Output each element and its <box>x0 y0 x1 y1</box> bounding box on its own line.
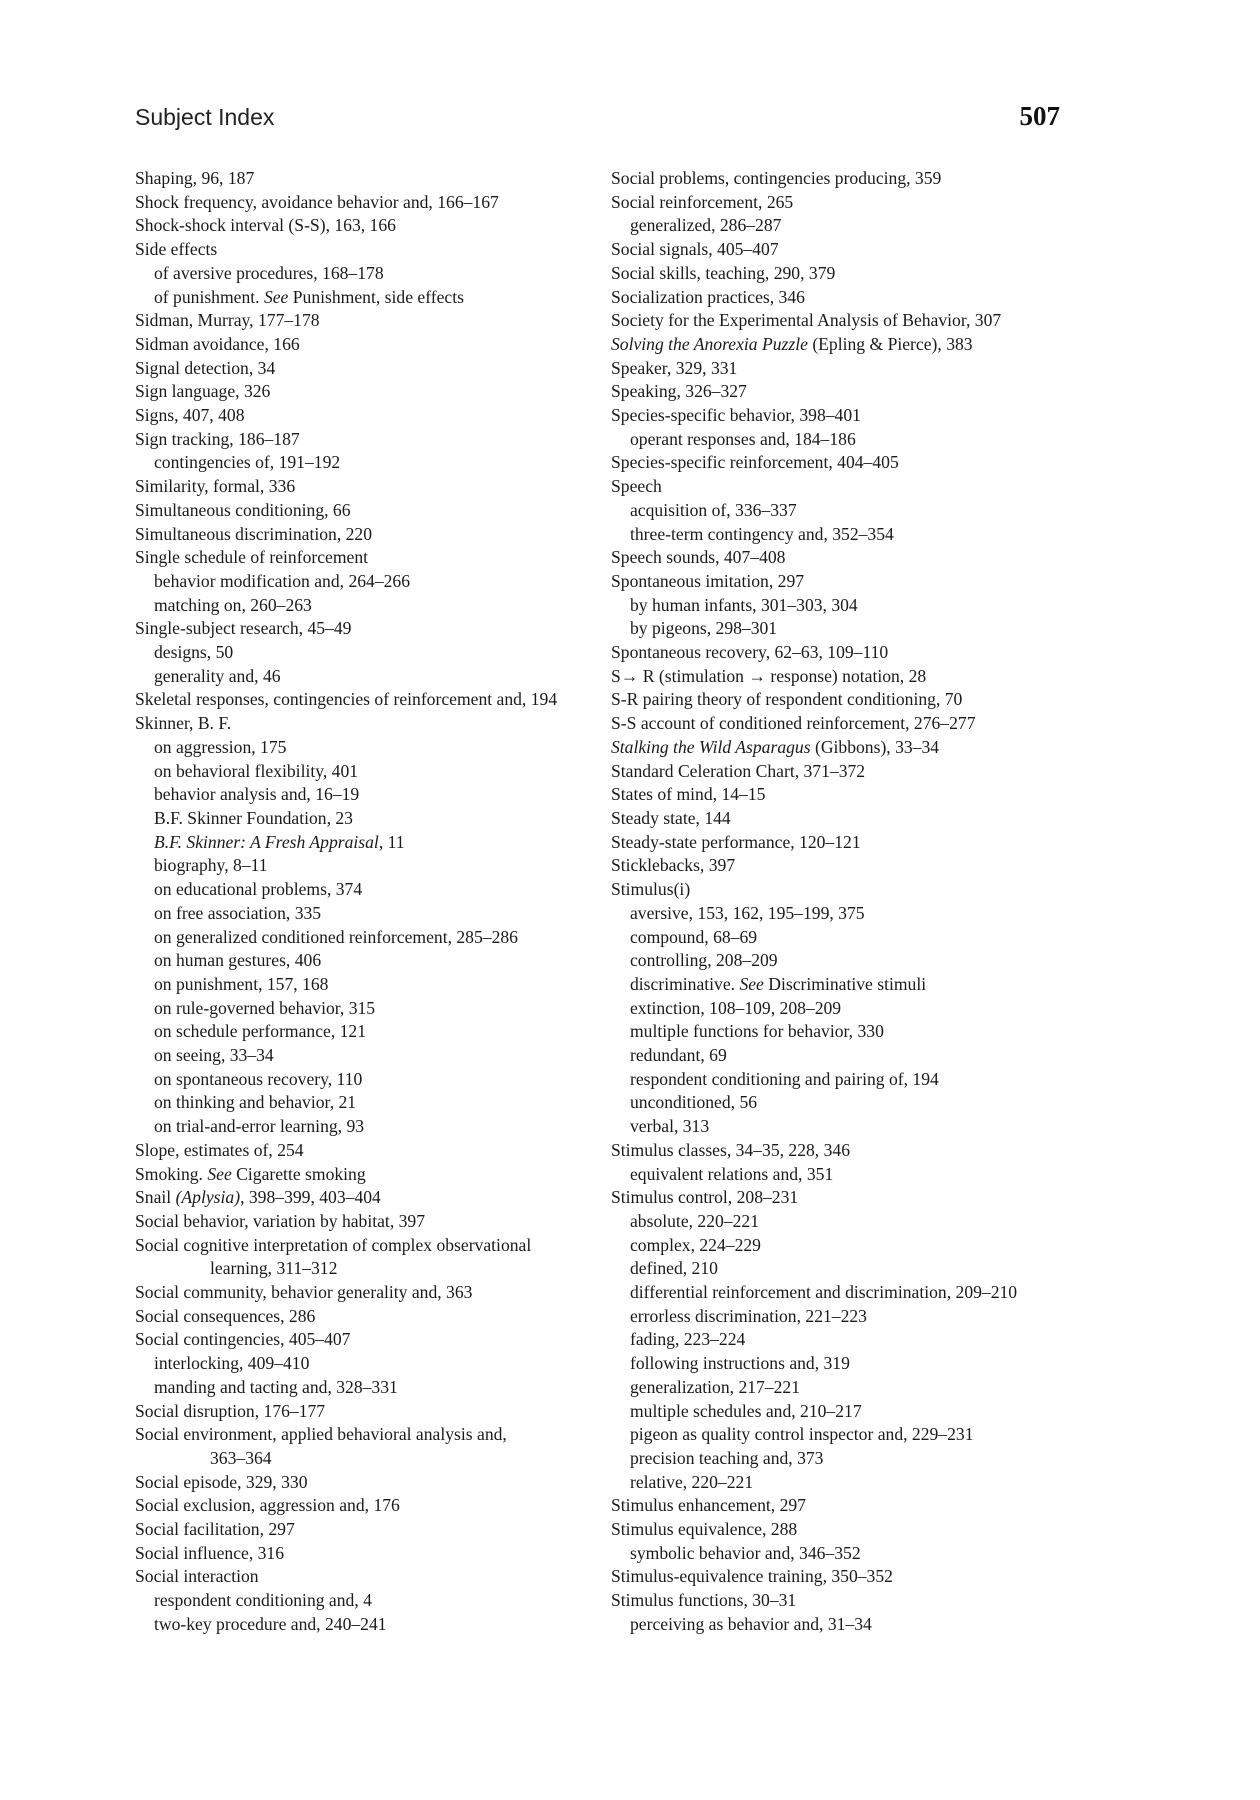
entry-text: Skinner, B. F. <box>135 713 232 734</box>
index-subentry <box>135 783 605 807</box>
index-entry <box>135 1400 605 1424</box>
entry-text: precision teaching and, 373 <box>630 1447 824 1468</box>
index-column-left <box>135 167 605 1637</box>
entry-text: See <box>207 1163 232 1184</box>
index-subentry <box>135 1020 605 1044</box>
entry-text: on thinking and behavior, 21 <box>154 1092 357 1113</box>
index-subentry <box>611 1257 1081 1281</box>
entry-text: redundant, 69 <box>630 1045 727 1066</box>
index-subentry <box>135 831 605 855</box>
entry-text: Snail <box>135 1187 176 1208</box>
index-entry <box>135 309 605 333</box>
index-subentry <box>135 451 605 475</box>
index-entry <box>611 404 1081 428</box>
entry-text: controlling, 208–209 <box>630 950 778 971</box>
entry-text: Social influence, 316 <box>135 1542 285 1563</box>
entry-text: compound, 68–69 <box>630 926 758 947</box>
index-subentry <box>135 736 605 760</box>
entry-text: Solving the Anorexia Puzzle <box>611 333 808 354</box>
index-subentry <box>135 902 605 926</box>
index-subentry <box>611 1068 1081 1092</box>
entry-text: Social skills, teaching, 290, 379 <box>611 262 836 283</box>
index-subentry <box>135 1376 605 1400</box>
index-subentry <box>135 807 605 831</box>
index-entry <box>611 1186 1081 1210</box>
entry-text: complex, 224–229 <box>630 1234 761 1255</box>
entry-text: (Gibbons), 33–34 <box>810 736 940 757</box>
index-subentry <box>611 523 1081 547</box>
entry-text: manding and tacting and, 328–331 <box>154 1376 398 1397</box>
entry-text: 363–364 <box>210 1447 272 1468</box>
index-entry <box>611 570 1081 594</box>
entry-text: on aggression, 175 <box>154 736 287 757</box>
entry-text: B.F. Skinner Foundation, 23 <box>154 807 353 828</box>
entry-text: acquisition of, 336–337 <box>630 499 797 520</box>
index-entry <box>611 1139 1081 1163</box>
index-entry <box>135 404 605 428</box>
index-entry <box>611 546 1081 570</box>
index-subentry <box>611 1352 1081 1376</box>
index-entry <box>611 309 1081 333</box>
index-entry <box>135 333 605 357</box>
index-entry <box>135 523 605 547</box>
index-entry <box>611 1494 1081 1518</box>
index-entry <box>135 688 605 712</box>
entry-text: verbal, 313 <box>630 1116 710 1137</box>
index-entry <box>135 1186 605 1210</box>
entry-text: multiple functions for behavior, 330 <box>630 1021 884 1042</box>
index-entry <box>135 167 605 191</box>
entry-text: Social problems, contingencies producing, 359 <box>611 168 942 188</box>
entry-text: Species-specific reinforcement, 404–405 <box>611 452 899 473</box>
index-subentry <box>611 499 1081 523</box>
index-subentry <box>611 1376 1081 1400</box>
entry-text: Steady state, 144 <box>611 807 731 828</box>
index-entry <box>611 286 1081 310</box>
entry-text: Stimulus functions, 30–31 <box>611 1590 797 1611</box>
entry-text: See <box>739 973 764 994</box>
index-subentry <box>611 926 1081 950</box>
index-subentry <box>135 854 605 878</box>
entry-text: Discriminative stimuli <box>763 973 927 994</box>
index-entry <box>611 712 1081 736</box>
entry-text: pigeon as quality control inspector and, 229–231 <box>630 1424 974 1445</box>
entry-text: two-key procedure and, 240–241 <box>154 1613 387 1634</box>
index-entry <box>611 831 1081 855</box>
index-entry <box>135 712 605 736</box>
entry-text: relative, 220–221 <box>630 1471 754 1492</box>
entry-text: Social signals, 405–407 <box>611 239 779 260</box>
entry-text: Shock frequency, avoidance behavior and, 166–167 <box>135 191 499 212</box>
index-subentry <box>611 997 1081 1021</box>
index-entry <box>135 1565 605 1589</box>
entry-text: symbolic behavior and, 346–352 <box>630 1542 861 1563</box>
entry-text: Signal detection, 34 <box>135 357 276 378</box>
entry-text: of punishment. <box>154 286 264 307</box>
entry-text: Cigarette smoking <box>231 1163 366 1184</box>
index-entry <box>135 428 605 452</box>
index-subentry <box>135 1044 605 1068</box>
entry-text: S→ R (stimulation → response) notation, 28 <box>611 665 927 686</box>
entry-text: differential reinforcement and discrimination, 209–210 <box>630 1282 1018 1303</box>
index-entry <box>611 641 1081 665</box>
entry-text: by human infants, 301–303, 304 <box>630 594 858 615</box>
entry-text: Social disruption, 176–177 <box>135 1400 326 1421</box>
entry-text: Sidman avoidance, 166 <box>135 333 300 354</box>
index-entry <box>611 760 1081 784</box>
index-entry <box>611 783 1081 807</box>
index-subentry <box>611 1091 1081 1115</box>
entry-text: respondent conditioning and, 4 <box>154 1590 372 1611</box>
entry-text: fading, 223–224 <box>630 1329 746 1350</box>
entry-text: Speaking, 326–327 <box>611 381 747 402</box>
index-subentry <box>135 262 605 286</box>
index-entry <box>135 191 605 215</box>
entry-text: on generalized conditioned reinforcement, 285–286 <box>154 926 518 947</box>
index-subentry <box>611 1400 1081 1424</box>
entry-text: S-S account of conditioned reinforcement, 276–277 <box>611 713 976 734</box>
index-entry <box>135 214 605 238</box>
index-subentry <box>135 878 605 902</box>
entry-text: three-term contingency and, 352–354 <box>630 523 894 544</box>
index-entry <box>611 807 1081 831</box>
index-entry <box>611 1565 1081 1589</box>
entry-text: contingencies of, 191–192 <box>154 452 341 473</box>
index-entry <box>135 475 605 499</box>
entry-text: generality and, 46 <box>154 665 281 686</box>
entry-text: on free association, 335 <box>154 902 322 923</box>
page-header-title: Subject Index <box>135 104 275 130</box>
entry-text: matching on, 260–263 <box>154 594 312 615</box>
index-entry <box>611 1589 1081 1613</box>
entry-text: Social environment, applied behavioral analysis and, <box>135 1424 507 1445</box>
entry-text: learning, 311–312 <box>210 1258 338 1279</box>
index-subentry <box>611 1020 1081 1044</box>
index-subentry <box>611 1281 1081 1305</box>
index-subentry <box>611 1423 1081 1447</box>
index-entry <box>135 499 605 523</box>
index-entry <box>135 1163 605 1187</box>
entry-text: Speech <box>611 476 662 497</box>
index-subentry <box>135 594 605 618</box>
index-subentry <box>135 997 605 1021</box>
entry-text: on trial-and-error learning, 93 <box>154 1116 365 1137</box>
entry-text: aversive, 153, 162, 195–199, 375 <box>630 902 865 923</box>
index-subentry <box>135 641 605 665</box>
index-subentry <box>611 214 1081 238</box>
index-subentry <box>135 1257 605 1281</box>
index-entry <box>611 238 1081 262</box>
index-subentry <box>135 1589 605 1613</box>
entry-text: behavior analysis and, 16–19 <box>154 784 360 805</box>
index-subentry <box>135 1068 605 1092</box>
index-subentry <box>611 1163 1081 1187</box>
entry-text: defined, 210 <box>630 1258 718 1279</box>
index-entry <box>611 191 1081 215</box>
index-subentry <box>611 902 1081 926</box>
index-entry <box>135 546 605 570</box>
index-entry <box>611 878 1081 902</box>
entry-text: on human gestures, 406 <box>154 950 322 971</box>
entry-text: respondent conditioning and pairing of, 194 <box>630 1068 939 1089</box>
entry-text: Sidman, Murray, 177–178 <box>135 310 320 331</box>
index-entry <box>611 262 1081 286</box>
index-subentry <box>611 1328 1081 1352</box>
index-subentry <box>611 973 1081 997</box>
entry-text: Sign language, 326 <box>135 381 271 402</box>
entry-text: Signs, 407, 408 <box>135 405 245 426</box>
entry-text: Social interaction <box>135 1566 259 1587</box>
entry-text: See <box>263 286 289 307</box>
entry-text: (Aplysia) <box>175 1187 241 1208</box>
entry-text: Sticklebacks, 397 <box>611 855 736 876</box>
index-subentry <box>611 1305 1081 1329</box>
index-entry <box>611 688 1081 712</box>
entry-text: Stimulus equivalence, 288 <box>611 1519 798 1540</box>
entry-text: B.F. Skinner: A Fresh Appraisal <box>154 831 379 852</box>
index-entry <box>611 854 1081 878</box>
index-entry <box>611 475 1081 499</box>
entry-text: on rule-governed behavior, 315 <box>154 997 376 1018</box>
entry-text: Shock-shock interval (S-S), 163, 166 <box>135 215 396 236</box>
index-subentry <box>611 1234 1081 1258</box>
index-subentry <box>611 617 1081 641</box>
entry-text: Stimulus control, 208–231 <box>611 1187 799 1208</box>
index-entry <box>135 1328 605 1352</box>
entry-text: (Epling & Pierce), 383 <box>807 333 973 354</box>
index-subentry <box>135 1613 605 1637</box>
index-subentry <box>611 1613 1081 1637</box>
entry-text: unconditioned, 56 <box>630 1092 758 1113</box>
index-entry <box>135 1234 605 1258</box>
index-entry <box>611 357 1081 381</box>
entry-text: by pigeons, 298–301 <box>630 618 778 639</box>
entry-text: Speaker, 329, 331 <box>611 357 738 378</box>
entry-text: equivalent relations and, 351 <box>630 1163 834 1184</box>
entry-text: Stalking the Wild Asparagus <box>611 736 811 757</box>
index-entry <box>135 1423 605 1447</box>
entry-text: following instructions and, 319 <box>630 1353 850 1374</box>
entry-text: Single schedule of reinforcement <box>135 547 369 568</box>
index-subentry <box>135 760 605 784</box>
index-entry <box>135 380 605 404</box>
index-subentry <box>611 1447 1081 1471</box>
index-subentry <box>135 1352 605 1376</box>
entry-text: interlocking, 409–410 <box>154 1353 310 1374</box>
index-subentry <box>135 1091 605 1115</box>
entry-text: Slope, estimates of, 254 <box>135 1139 304 1160</box>
entry-text: Steady-state performance, 120–121 <box>611 831 861 852</box>
entry-text: Stimulus enhancement, 297 <box>611 1495 806 1516</box>
index-subentry <box>135 1447 605 1471</box>
index-entry <box>135 1542 605 1566</box>
entry-text: discriminative. <box>630 973 740 994</box>
entry-text: Social community, behavior generality and, 363 <box>135 1282 473 1303</box>
entry-text: Shaping, 96, 187 <box>135 168 255 188</box>
entry-text: , 398–399, 403–404 <box>240 1187 381 1208</box>
entry-text: , 11 <box>378 831 405 852</box>
entry-text: Spontaneous imitation, 297 <box>611 570 805 591</box>
entry-text: multiple schedules and, 210–217 <box>630 1400 862 1421</box>
entry-text: perceiving as behavior and, 31–34 <box>630 1613 872 1634</box>
index-subentry <box>135 1115 605 1139</box>
entry-text: Social facilitation, 297 <box>135 1519 295 1540</box>
index-entry <box>135 1281 605 1305</box>
entry-text: of aversive procedures, 168–178 <box>154 262 384 283</box>
entry-text: Similarity, formal, 336 <box>135 476 296 497</box>
entry-text: Stimulus-equivalence training, 350–352 <box>611 1566 893 1587</box>
index-column-right <box>611 167 1081 1637</box>
index-entry <box>611 1518 1081 1542</box>
index-subentry <box>611 1471 1081 1495</box>
entry-text: generalization, 217–221 <box>630 1376 801 1397</box>
index-subentry <box>611 1210 1081 1234</box>
entry-text: Society for the Experimental Analysis of Behavior, 307 <box>611 310 1002 331</box>
entry-text: on schedule performance, 121 <box>154 1021 367 1042</box>
index-entry <box>135 1210 605 1234</box>
entry-text: biography, 8–11 <box>154 855 268 876</box>
index-entry <box>611 167 1081 191</box>
entry-text: Simultaneous conditioning, 66 <box>135 499 351 520</box>
entry-text: Social reinforcement, 265 <box>611 191 794 212</box>
entry-text: Punishment, side effects <box>288 286 464 307</box>
index-entry <box>611 380 1081 404</box>
entry-text: Side effects <box>135 239 218 260</box>
index-subentry <box>135 286 605 310</box>
entry-text: on punishment, 157, 168 <box>154 973 329 994</box>
entry-text: on educational problems, 374 <box>154 879 363 900</box>
entry-text: Social exclusion, aggression and, 176 <box>135 1495 400 1516</box>
entry-text: Species-specific behavior, 398–401 <box>611 405 861 426</box>
entry-text: Spontaneous recovery, 62–63, 109–110 <box>611 642 889 663</box>
index-subentry <box>611 1044 1081 1068</box>
index-subentry <box>611 428 1081 452</box>
entry-text: errorless discrimination, 221–223 <box>630 1305 867 1326</box>
entry-text: on spontaneous recovery, 110 <box>154 1068 363 1089</box>
index-entry <box>135 1139 605 1163</box>
entry-text: on seeing, 33–34 <box>154 1045 274 1066</box>
index-entry <box>611 736 1081 760</box>
entry-text: S-R pairing theory of respondent conditioning, 70 <box>611 689 963 710</box>
entry-text: on behavioral flexibility, 401 <box>154 760 359 781</box>
index-subentry <box>611 1542 1081 1566</box>
index-entry <box>135 617 605 641</box>
entry-text: designs, 50 <box>154 642 234 663</box>
entry-text: absolute, 220–221 <box>630 1210 760 1231</box>
entry-text: Stimulus classes, 34–35, 228, 346 <box>611 1139 850 1160</box>
entry-text: Stimulus(i) <box>611 879 691 900</box>
index-entry <box>611 333 1081 357</box>
entry-text: extinction, 108–109, 208–209 <box>630 997 842 1018</box>
entry-text: Standard Celeration Chart, 371–372 <box>611 760 866 781</box>
entry-text: Single-subject research, 45–49 <box>135 618 352 639</box>
index-entry <box>611 665 1081 689</box>
index-subentry <box>135 949 605 973</box>
entry-text: Social episode, 329, 330 <box>135 1471 308 1492</box>
entry-text: operant responses and, 184–186 <box>630 428 856 449</box>
index-subentry <box>135 665 605 689</box>
index-subentry <box>611 594 1081 618</box>
entry-text: behavior modification and, 264–266 <box>154 570 411 591</box>
entry-text: Social behavior, variation by habitat, 397 <box>135 1210 426 1231</box>
index-entry <box>135 1471 605 1495</box>
index-entry <box>135 238 605 262</box>
index-subentry <box>135 973 605 997</box>
entry-text: Social consequences, 286 <box>135 1305 316 1326</box>
entry-text: Social contingencies, 405–407 <box>135 1329 351 1350</box>
entry-text: generalized, 286–287 <box>630 215 782 236</box>
entry-text: Smoking. <box>135 1163 208 1184</box>
entry-text: Speech sounds, 407–408 <box>611 547 786 568</box>
index-subentry <box>611 1115 1081 1139</box>
page-number: 507 <box>1019 101 1060 131</box>
entry-text: Social cognitive interpretation of complex observational <box>135 1234 532 1255</box>
index-entry <box>135 1518 605 1542</box>
index-entry <box>135 1305 605 1329</box>
entry-text: Simultaneous discrimination, 220 <box>135 523 373 544</box>
entry-text: Socialization practices, 346 <box>611 286 805 307</box>
entry-text: Skeletal responses, contingencies of reinforcement and, 194 <box>135 689 558 710</box>
entry-text: States of mind, 14–15 <box>611 784 766 805</box>
index-subentry <box>135 926 605 950</box>
index-entry <box>135 1494 605 1518</box>
index-subentry <box>135 570 605 594</box>
index-subentry <box>611 949 1081 973</box>
entry-text: Sign tracking, 186–187 <box>135 428 300 449</box>
index-entry <box>611 451 1081 475</box>
index-entry <box>135 357 605 381</box>
